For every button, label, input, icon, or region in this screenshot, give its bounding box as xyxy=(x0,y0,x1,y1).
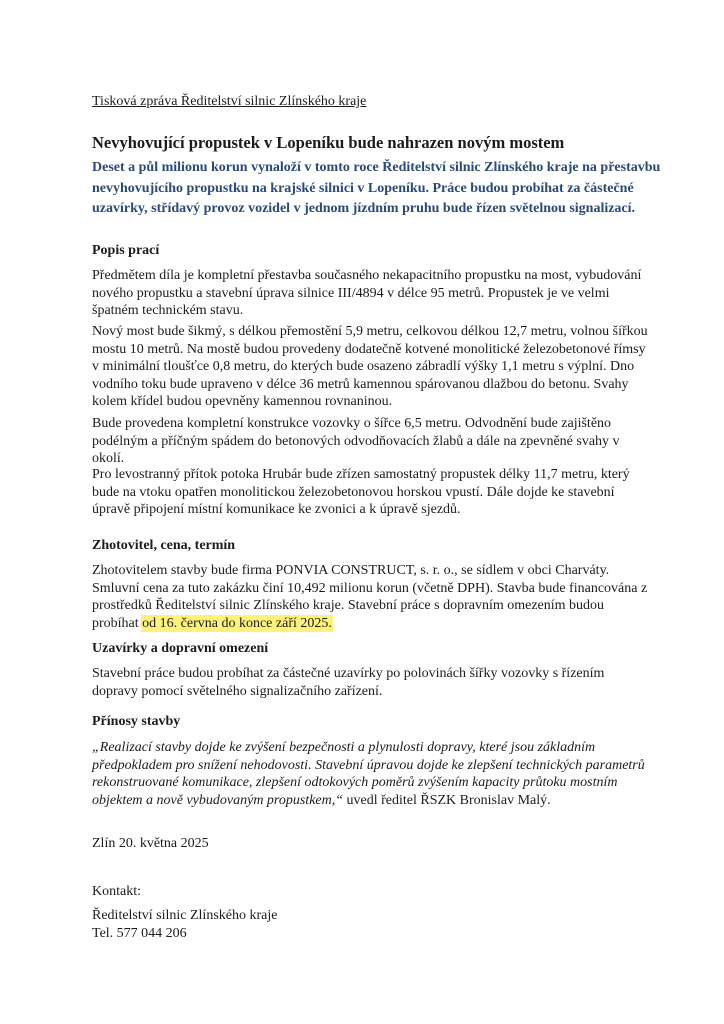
popis-paragraph-1: Předmětem díla je kompletní přestavba současného nekapacitního propustku na most, vybudování nového propustku a stavební úprava silnice III/4894 v délce 95 metrů. Propustek je ve velmi špatném technickém stavu. xyxy=(92,268,642,318)
section-heading-uzavirky: Uzavírky a dopravní omezení xyxy=(92,641,269,656)
contact-organization: Ředitelství silnic Zlínského kraje xyxy=(92,908,278,923)
popis-paragraph-3: Bude provedena kompletní konstrukce vozovky o šířce 6,5 metru. Odvodnění bude zajištěno podélným a příčným spádem do betonových odvodňovacích žlabů a dále na zpevněné svahy v okolí. xyxy=(92,416,620,466)
uzavirky-paragraph: Stavební práce budou probíhat za částečné uzavírky po polovinách šířky vozovky s řízením dopravy pomocí světelného signalizačního zařízení. xyxy=(92,666,605,699)
highlighted-date-range: od 16. června do konce září 2025. xyxy=(142,615,332,631)
page-title: Nevyhovující propustek v Lopeníku bude nahrazen novým mostem xyxy=(92,133,565,152)
popis-paragraph-2: Nový most bude šikmý, s délkou přemostění 5,9 metru, celkovou délkou 12,7 metru, volnou šířkou mostu 10 metrů. Na mostě budou provedeny dodatečně kotvené monolitické železobetonové římsy v minimální tloušťce 0,8 metru, do kterých bude osazeno zábradlí výšky 1,1 metru s výplní. Dno vodního toku bude upraveno v délce 36 metrů kamennou spárovanou dlažbou do betonu. Svahy kolem křídel budou opevněny kamennou rovnaninou. xyxy=(92,324,648,409)
lead-paragraph: Deset a půl milionu korun vynaloží v tomto roce Ředitelství silnic Zlínského kraje na přestavbu nevyhovujícího propustku na krajské silnici v Lopeníku. Práce budou probíhat za částečné uzavírky, střídavý provoz vozidel v jednom jízdním pruhu bude řízen světelnou signalizací. xyxy=(92,160,661,216)
zhotovitel-paragraph xyxy=(92,562,652,632)
contact-phone: Tel. 577 044 206 xyxy=(92,926,187,941)
contact-label: Kontakt: xyxy=(92,884,141,899)
place-date: Zlín 20. května 2025 xyxy=(92,836,209,851)
section-heading-zhotovitel: Zhotovitel, cena, termín xyxy=(92,538,236,553)
quote-attribution: uvedl ředitel ŘSZK Bronislav Malý. xyxy=(343,792,551,808)
director-quote: „Realizací stavby dojde ke zvýšení bezpečnosti a plynulosti dopravy, které jsou základním předpokladem pro snížení nehodovosti. Stavební úpravou dojde ke zlepšení technických parametrů rekonstruované komunikace, zlepšení odtokových poměrů zvýšením kapacity průtoku mostním objektem a nově vybudovaným propustkem,“ xyxy=(92,740,645,808)
popis-paragraph-4: Pro levostranný přítok potoka Hrubár bude zřízen samostatný propustek délky 11,7 metru, který bude na vtoku opatřen monolitickou železobetonovou horskou vpustí. Dále dojde ke stavební úpravě připojení místní komunikace ke zvonici a k úpravě sjezdů. xyxy=(92,467,630,517)
section-heading-popis: Popis prací xyxy=(92,243,160,258)
press-release-label: Tisková zpráva Ředitelství silnic Zlínského kraje xyxy=(92,94,367,109)
section-heading-prinosy: Přínosy stavby xyxy=(92,714,181,729)
prinosy-paragraph xyxy=(92,739,652,809)
zhotovitel-text: Zhotovitelem stavby bude firma PONVIA CONSTRUCT, s. r. o., se sídlem v obci Charváty. Smluvní cena za tuto zakázku činí 10,492 milionu korun (včetně DPH). Stavba bude financována z prostředků Ředitelství silnic Zlínského kraje. Stavební práce s dopravním omezením budou probíhat xyxy=(92,563,648,631)
